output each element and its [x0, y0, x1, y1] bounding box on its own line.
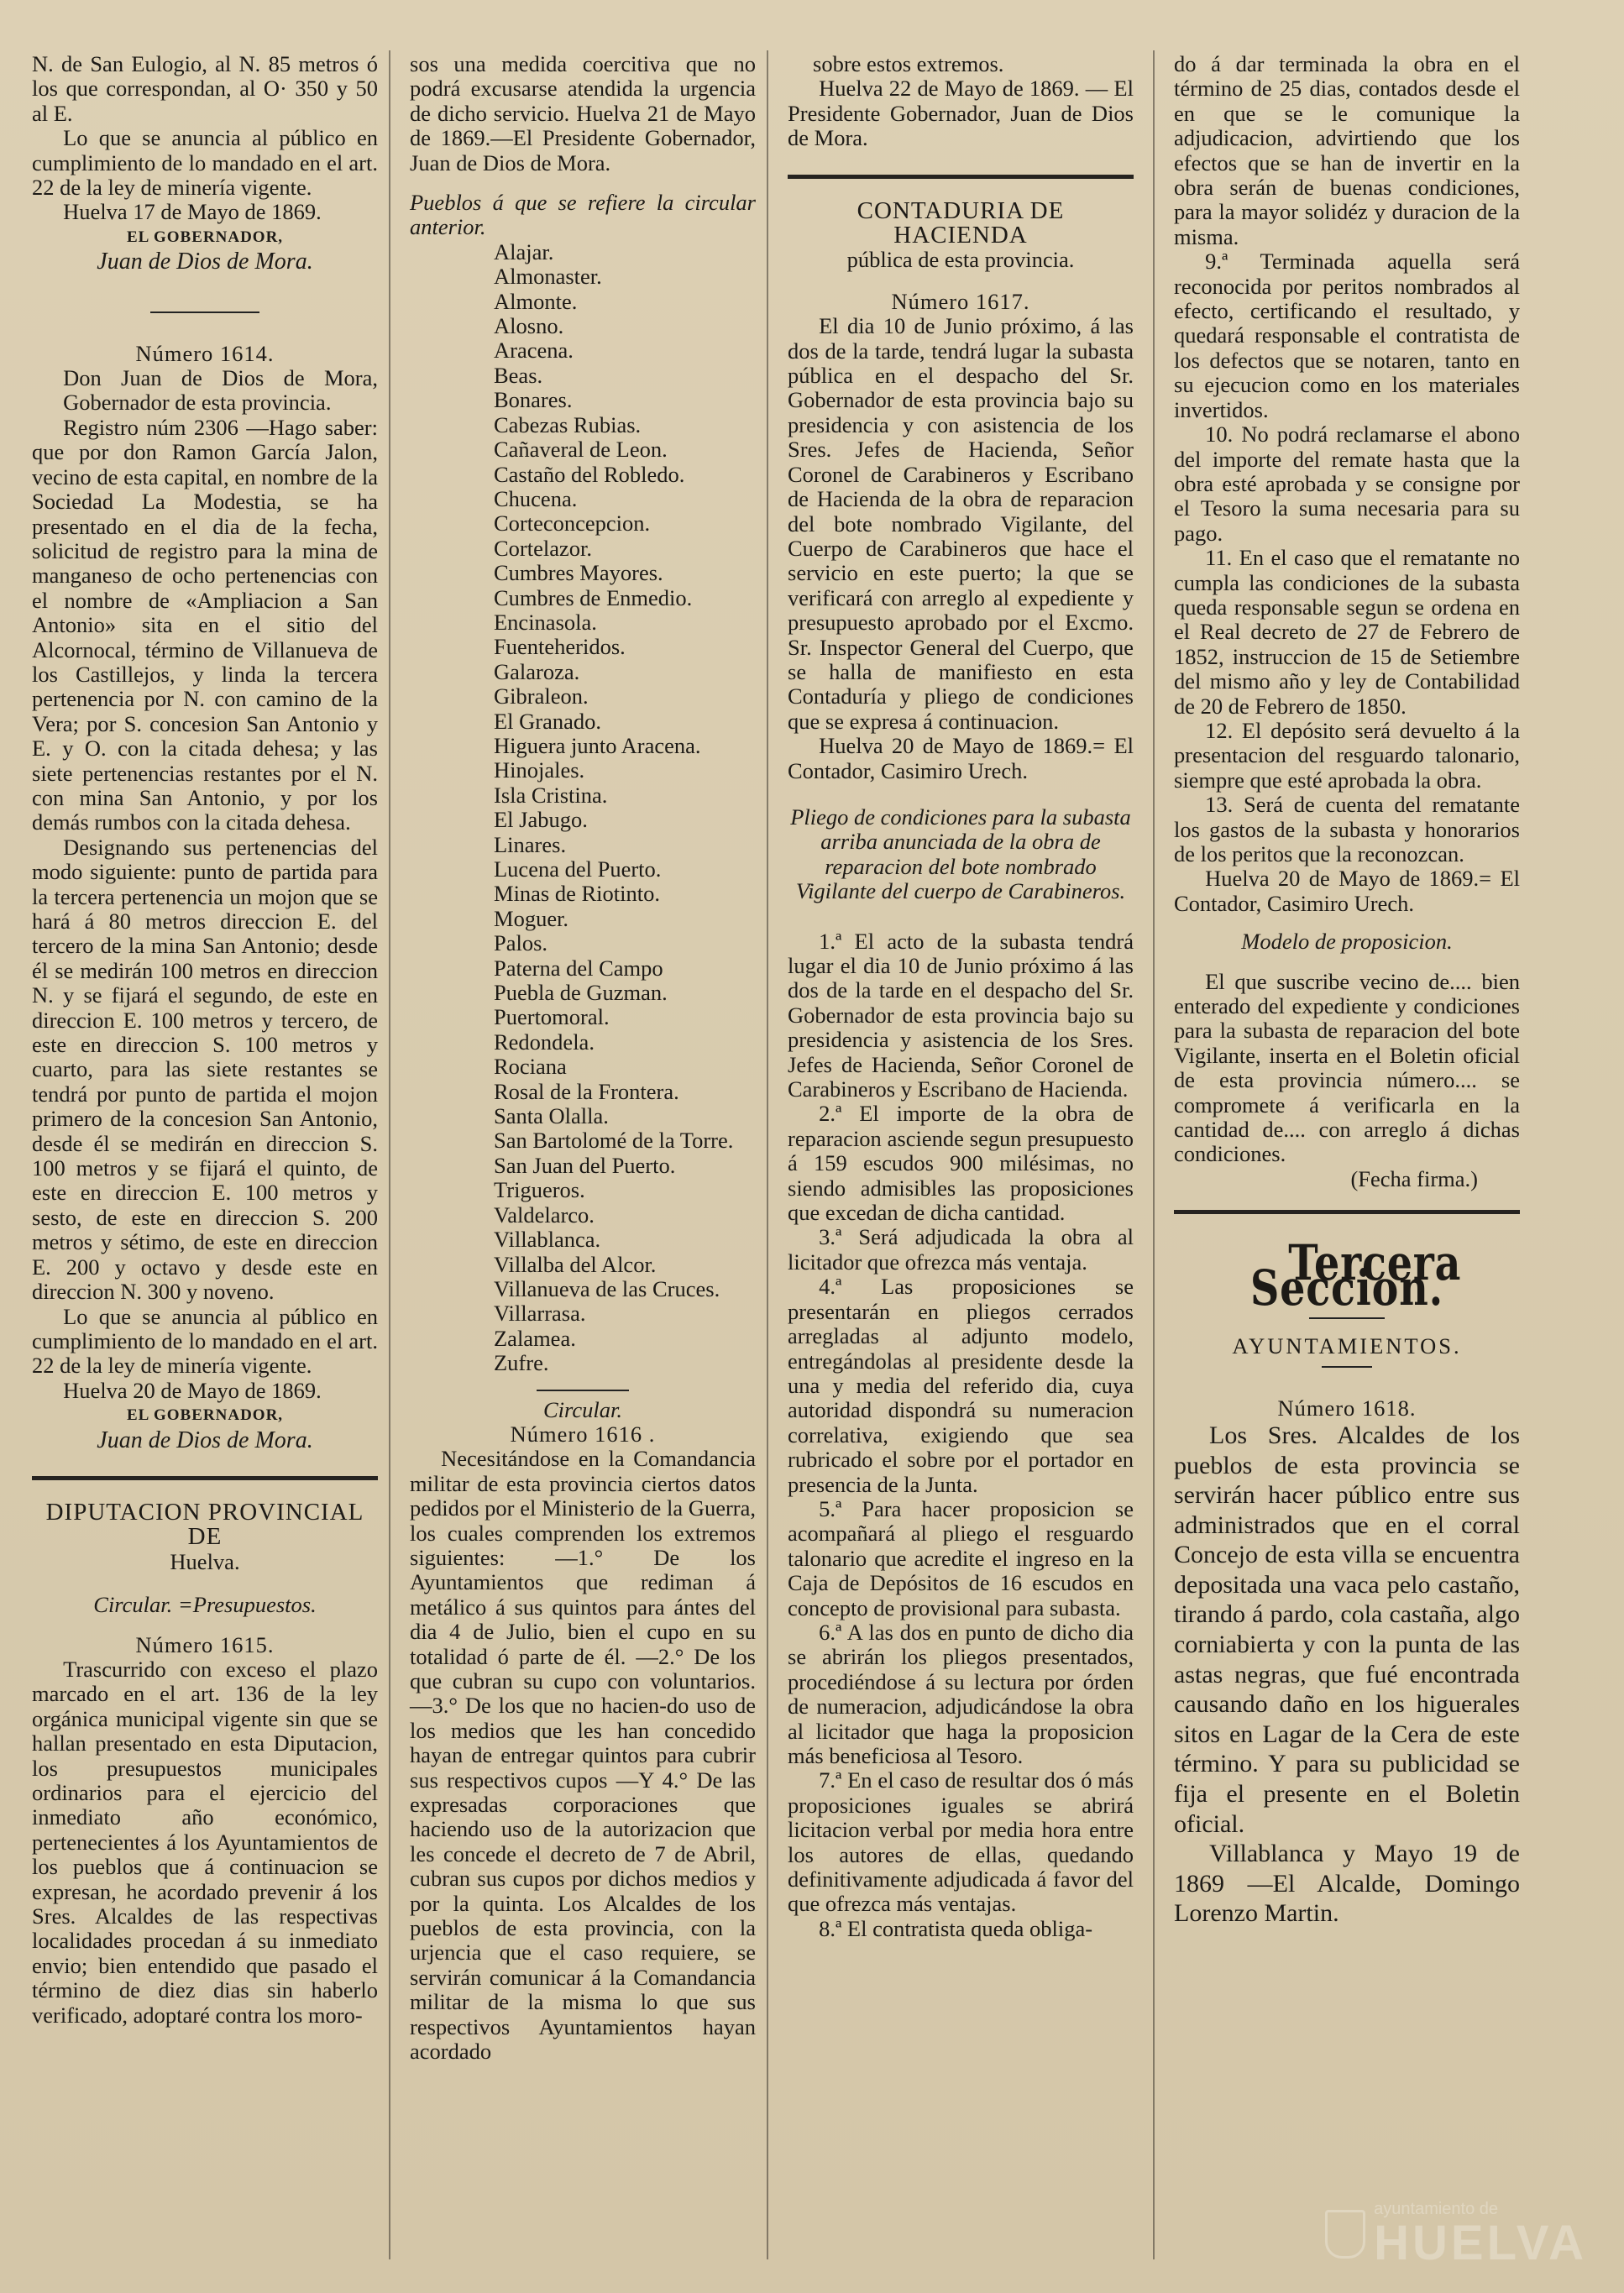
pueblo-item: Cañaveral de Leon. — [494, 437, 668, 463]
circular-heading: Circular. — [543, 1396, 622, 1422]
condition-6: 6.ª A las dos en punto de dicho dia se abrirán los pliegos presentados, procediéndose á su lectura por órden de numeracion, adjudicándose la obra al licitador que haga la proposicion más beneficiosa al Tesoro. — [788, 1619, 1134, 1768]
pueblo-item: Hinojales. — [494, 757, 585, 783]
pueblo-item: Cumbres Mayores. — [494, 560, 663, 586]
signature-title: EL GOBERNADOR, — [126, 228, 284, 246]
pueblo-item: Palos. — [494, 930, 548, 956]
pueblo-item: Puebla de Guzman. — [494, 980, 668, 1006]
pueblo-item: Chucena. — [494, 485, 578, 511]
pueblo-item: Gibraleon. — [494, 683, 589, 709]
pliego-heading: Pliego de condiciones para la subasta arriba anunciada de la obra de reparacion del bote nombrado Vigilante del cuerpo de Carabineros. — [790, 804, 1131, 904]
pueblo-item: Alosno. — [494, 313, 564, 339]
pueblo-item: Beas. — [494, 362, 543, 388]
column-2 — [410, 52, 756, 2065]
pueblo-item: Villarrasa. — [494, 1301, 586, 1327]
notice-number: Número 1614. — [135, 340, 275, 366]
pueblo-item: Villablanca. — [494, 1227, 601, 1253]
pueblo-item: Rociana — [494, 1054, 567, 1080]
condition-10: 10. No podrá reclamarse el abono del importe del remate hasta que la obra esté aprobada y se consigne por el Tesoro la suma necesaria para su pago. — [1174, 421, 1520, 546]
pueblo-item: El Jabugo. — [494, 807, 588, 833]
paragraph: Don Juan de Dios de Mora, Gobernador de esta provincia. — [63, 365, 378, 416]
paragraph: sos una medida coercitiva que no podrá excusarse atendida la urgencia de dicho servicio. Huelva 21 de Mayo de 1869.—El Presidente Gobernador, Juan de Dios de Mora. — [410, 51, 756, 175]
paragraph: Los Sres. Alcaldes de los pueblos de esta provincia se servirán hacer público entre sus administrados que en el corral Concejo de esta villa se encuentra depositada una vaca pelo castaño, tirando á pardo, cola castaña, algo corniabierta y con la punta de las astas negras, que fué encontrada causando daño en los higuerales sitos en Lagar de la Cera de este término. Y para su publicidad se fija el presente en el Boletin oficial. — [1174, 1421, 1520, 1838]
pueblo-item: Encinasola. — [494, 609, 597, 635]
archive-watermark — [1325, 2200, 1587, 2268]
watermark-line-2: HUELVA — [1374, 2216, 1587, 2270]
pueblo-item: Fuenteheridos. — [494, 634, 626, 660]
pueblo-item: Villalba del Alcor. — [494, 1251, 657, 1277]
section-subtitle: pública de esta provincia. — [846, 247, 1075, 273]
section-subtitle: AYUNTAMIENTOS. — [1232, 1333, 1462, 1359]
date-line: Huelva 17 de Mayo de 1869. — [63, 199, 322, 225]
paragraph: Trascurrido con exceso el plazo marcado en el art. 136 de la ley orgánica municipal vigente sin que se hallan presentado en esta Diputacion, los presupuestos municipales ordinarios para el ejercicio del inmediato año económico, pertenecientes á los Ayuntamientos de los pueblos que á continuacion se expresan, he acordado prevenir á los Sres. Alcaldes de las respectivas localidades procedan á su inmediato envio; bien entendido que pasado el término de diez dias sin haberlo verificado, adoptaré contra los moro- — [32, 1656, 378, 2028]
pueblos-heading: Pueblos á que se refiere la circular anterior. — [410, 190, 756, 240]
pueblo-item: Isla Cristina. — [494, 782, 608, 808]
condition-9: 9.ª Terminada aquella será reconocida por peritos nombrados al efecto, certificando el resultado, y quedará responsable el contratista de los defectos que se notaren, tanto en su ejecucion como en los materiales invertidos. — [1174, 249, 1520, 422]
pueblo-item: Villanueva de las Cruces. — [494, 1275, 720, 1301]
column-divider — [1153, 50, 1155, 2259]
paragraph: Lo que se anuncia al público en cumplimiento de lo mandado en el art. 22 de la ley de minería vigente. — [32, 1303, 378, 1379]
paragraph: N. de San Eulogio, al N. 85 metros ó los que correspondan, al O· 350 y 50 al E. — [32, 51, 378, 126]
pueblo-item: San Bartolomé de la Torre. — [494, 1128, 734, 1154]
signature-title: EL GOBERNADOR, — [126, 1406, 284, 1425]
paragraph: Huelva 20 de Mayo de 1869.= El Contador, Casimiro Urech. — [788, 733, 1134, 783]
notice-number: Número 1617. — [891, 288, 1030, 314]
signature-name: Juan de Dios de Mora. — [97, 1427, 313, 1453]
pueblo-item: El Granado. — [494, 708, 602, 734]
pueblo-item: Redondela. — [494, 1029, 595, 1055]
pueblo-item: Paterna del Campo — [494, 955, 663, 981]
circular-heading: Circular. =Presupuestos. — [93, 1592, 317, 1618]
section-subtitle: Huelva. — [170, 1548, 240, 1574]
column-3 — [788, 52, 1134, 1941]
column-divider — [767, 50, 768, 2259]
paragraph: El que suscribe vecino de.... bien enterado del expediente y condiciones para la subasta de reparacion del bote Vigilante, inserta en el Boletin oficial de esta provincia número.... se compromete á verificarla en la cantidad de.... con arreglo á dichas condiciones. — [1174, 968, 1520, 1167]
condition-13: 13. Será de cuenta del rematante los gastos de la subasta y honorarios de los peritos que la reconozcan. — [1174, 792, 1520, 866]
paragraph: do á dar terminada la obra en el término de 25 dias, contados desde el en que se le comunique la adjudicacion, advirtiendo que los efectos que se han de invertir en la obra serán de buenas condiciones, para la mayor solidéz y duracion de la misma. — [1174, 51, 1520, 249]
condition-3: 3.ª Será adjudicada la obra al licitador que ofrezca más ventaja. — [788, 1224, 1134, 1275]
pueblo-item: San Juan del Puerto. — [494, 1152, 676, 1178]
signature-name: Juan de Dios de Mora. — [97, 249, 313, 275]
paragraph: sobre estos extremos. — [813, 51, 1004, 76]
paragraph: Necesitándose en la Comandancia militar de esta provincia ciertos datos pedidos por el Ministerio de la Guerra, los cuales comprenden los extremos siguientes: —1.° De los Ayuntamientos que rediman á metálico á sus quintos para ántes del dia 4 de Julio, bien el cupo en su totalidad ó parte de él. —2.° De los que cubran su cupo con voluntarios. —3.° De los que no hacien-do uso de los medios que les han concedido hayan de entregar quintos para cubrir sus respectivos cupos —Y 4.° De las expresadas corporaciones que haciendo uso de la autorizacion que les concede el decreto de 7 de Abril, cubran sus cupos por dichos medios y por la quinta. Los Alcaldes de los pueblos de esta provincia, con la urjencia que el caso requiere, se servirán comunicar á la Comandancia militar de la misma lo que sus respectivos Ayuntamientos hayan acordado — [410, 1446, 756, 2065]
condition-11: 11. En el caso que el rematante no cumpla las condiciones de la subasta queda responsable segun se ordena en el Real decreto de 27 de Febrero de 1852, instruccion de 15 de Setiembre del mismo año y ley de Contabilidad de 20 de Febrero de 1850. — [1174, 545, 1520, 719]
pueblo-item: Galaroza. — [494, 658, 580, 684]
separator-rule — [537, 1390, 629, 1391]
paragraph: El dia 10 de Junio próximo, á las dos de la tarde, tendrá lugar la subasta pública en el despacho del Sr. Gobernador de esta provincia bajo su presidencia y con asistencia de los Sres. Jefes de Hacienda, Señor Coronel de Carabineros y Escribano de Hacienda de la obra de reparacion del bote nombrado Vigilante, del Cuerpo de Carabineros que hace el servicio en este puerto; la que se verificará con arreglo al expediente y presupuesto aprobado por el Excmo. Sr. Inspector General del Cuerpo, que se halla de manifiesto en esta Contaduría y pliego de condiciones que se expresa á continuacion. — [788, 313, 1134, 734]
section-rule — [1174, 1210, 1520, 1214]
pueblo-item: Alajar. — [494, 238, 554, 264]
separator-rule — [150, 311, 259, 313]
condition-7: 7.ª En el caso de resultar dos ó más proposiciones iguales se abrirá licitacion verbal por media hora entre los autores de ellas, quedando definitivamente adjudicada á favor del que ofrezca más ventajas. — [788, 1767, 1134, 1917]
pueblo-item: Lucena del Puerto. — [494, 856, 662, 882]
pueblo-item: Castaño del Robledo. — [494, 461, 685, 487]
pueblo-item: Zalamea. — [494, 1325, 576, 1351]
paragraph: Registro núm 2306 —Hago saber: que por don Ramon García Jalon, vecino de esta capital, en nombre de la Sociedad La Modestia, se ha presentado en el dia de la fecha, solicitud de registro para la mina de manganeso de ocho pertenencias con el nombre de «Ampliacion a San Antonio» sita en el sitio del Alcornocal, término de Villanueva de los Castillejos, y linda la tercera pertenencia por N. con camino de la Vera; por S. concesion San Antonio y E. y O. con la citada dehesa; y las siete pertenencias restantes por el N. con mina San Antonio, y por los demás rumbos con la citada dehesa. — [32, 414, 378, 835]
pueblo-item: Cumbres de Enmedio. — [494, 584, 693, 610]
condition-8: 8.ª El contratista queda obliga- — [819, 1915, 1093, 1941]
notice-number: Número 1616 . — [510, 1421, 656, 1447]
coat-of-arms-icon — [1325, 2210, 1365, 2259]
pueblo-item: Zufre. — [494, 1350, 549, 1376]
paragraph: Huelva 20 de Mayo de 1869.= El Contador, Casimiro Urech. — [1174, 866, 1520, 916]
pueblo-item: Trigueros. — [494, 1177, 585, 1203]
pueblo-item: Corteconcepcion. — [494, 510, 651, 537]
pueblo-item: Santa Olalla. — [494, 1103, 609, 1129]
pueblo-item: Cortelazor. — [494, 535, 592, 561]
watermark-line-1: ayuntamiento de — [1374, 2200, 1499, 2218]
pueblo-item: Cabezas Rubias. — [494, 411, 642, 437]
condition-5: 5.ª Para hacer proposicion se acompañará al pliego el resguardo talonario que acredite el ingreso en la Caja de Depósitos de 16 escudos en concepto de provisional para subasta. — [788, 1495, 1134, 1620]
paragraph: Villablanca y Mayo 19 de 1869 —El Alcalde, Domingo Lorenzo Martin. — [1174, 1840, 1520, 1928]
pueblos-list — [410, 240, 756, 1376]
paragraph: Huelva 22 de Mayo de 1869. — El Presidente Gobernador, Juan de Dios de Mora. — [788, 76, 1134, 151]
modelo-heading: Modelo de proposicion. — [1241, 929, 1453, 955]
separator-rule — [1309, 1317, 1385, 1319]
date-line: Huelva 20 de Mayo de 1869. — [63, 1377, 322, 1403]
notice-number: Número 1615. — [135, 1631, 275, 1657]
pueblo-item: Aracena. — [494, 338, 574, 364]
pueblo-item: Minas de Riotinto. — [494, 881, 661, 907]
pueblo-item: Almonte. — [494, 288, 578, 314]
separator-rule — [1322, 1366, 1372, 1368]
paragraph: Designando sus pertenencias del modo siguiente: punto de partida para la tercera pertenencia un mojon que se hará á 80 metros direccion E. del tercero de la mina San Antonio; desde él se medirán 100 metros en direccion N. y se fijará el segundo, de este en direccion E. 100 metros y tercero, de este en direccion S. 100 metros y cuarto, para las siete restantes se tendrá por punto de partida el mojon primero de la concesion San Antonio, desde él se medirán en direccion S. 100 metros y se fijará el quinto, de este en direccion E. 100 metros y sesto, de este en direccion S. 200 metros y sétimo, de este en direccion E. 200 y octavo y desde este en direccion N. 300 y noveno. — [32, 834, 378, 1305]
fecha-firma: (Fecha firma.) — [1350, 1165, 1478, 1191]
condition-12: 12. El depósito será devuelto á la presentacion del resguardo talonario, siempre que esté aprobada la obra. — [1174, 717, 1520, 793]
condition-1: 1.ª El acto de la subasta tendrá lugar el dia 10 de Junio próximo á las dos de la tarde en el despacho del Sr. Gobernador de esta provincia bajo su presidencia y asistencia de los Sres. Jefes de Hacienda, Señor Coronel de Carabineros y Escribano de Hacienda. — [788, 928, 1134, 1102]
notice-number: Número 1618. — [1277, 1395, 1417, 1421]
pueblo-item: Almonaster. — [494, 264, 602, 290]
pueblo-item: Rosal de la Frontera. — [494, 1078, 679, 1104]
section-rule — [788, 175, 1134, 179]
pueblo-item: Higuera junto Aracena. — [494, 732, 701, 758]
condition-2: 2.ª El importe de la obra de reparacion asciende segun presupuesto á 159 escudos 900 milésimas, no siendo admisibles las proposiciones que excedan de dicha cantidad. — [788, 1101, 1134, 1226]
pueblo-item: Moguer. — [494, 905, 569, 931]
pueblo-item: Linares. — [494, 831, 567, 857]
section-rule — [32, 1476, 378, 1480]
section-title: CONTADURIA DE HACIENDA — [857, 196, 1065, 249]
section-title: DIPUTACION PROVINCIAL DE — [45, 1498, 364, 1551]
pueblo-item: Bonares. — [494, 387, 573, 413]
pueblo-item: Valdelarco. — [494, 1201, 595, 1228]
column-1 — [32, 52, 378, 2028]
section-heading: Tercera Seccion. — [1249, 1234, 1462, 1317]
condition-4: 4.ª Las proposiciones se presentarán en pliegos cerrados arregladas al adjunto modelo, entregándolas al presidente desde la una y media del referido dia, cuya autoridad dispondrá su numeracion correlativa, exigiendo que sea rubricado el sobre por el portador en presencia de la Junta. — [788, 1274, 1134, 1497]
column-divider — [389, 50, 390, 2259]
column-4 — [1174, 52, 1520, 1929]
pueblo-item: Puertomoral. — [494, 1004, 610, 1030]
paragraph: Lo que se anuncia al público en cumplimiento de lo mandado en el art. 22 de la ley de minería vigente. — [32, 125, 378, 201]
